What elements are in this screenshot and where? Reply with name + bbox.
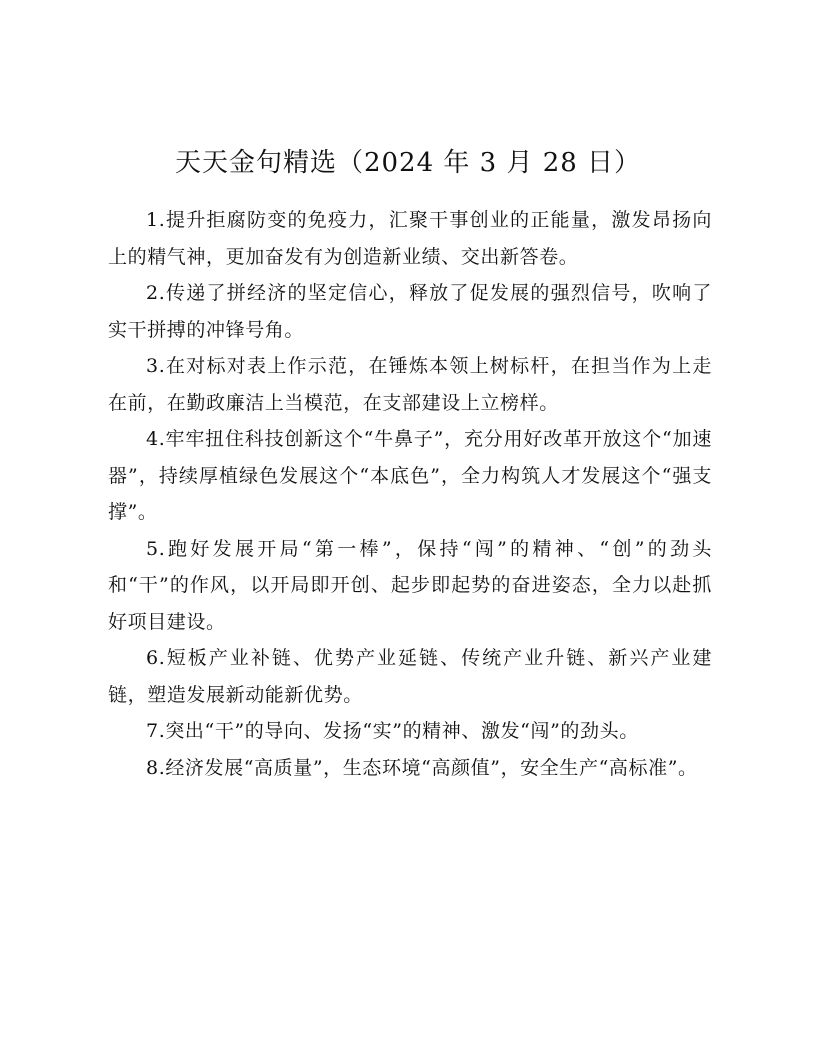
quote-paragraph-6: 6.短板产业补链、优势产业延链、传统产业升链、新兴产业建链，塑造发展新动能新优势。 <box>108 647 712 706</box>
document-title: 天天金句精选（2024 年 3 月 28 日） <box>174 148 642 178</box>
quote-paragraph-7: 7.突出“干”的导向、发扬“实”的精神、激发“闯”的劲头。 <box>146 720 639 742</box>
quote-paragraph-5: 5.跑好发展开局“第一棒”，保持“闯”的精神、“创”的劲头和“干”的作风，以开局即开创、起步即起势的奋进姿态，全力以赴抓好项目建设。 <box>108 537 712 633</box>
quote-paragraph-8: 8.经济发展“高质量”，生态环境“高颜值”，安全生产“高标准”。 <box>146 756 698 779</box>
quote-paragraph-1: 1.提升拒腐防变的免疫力，汇聚干事创业的正能量，激发昂扬向上的精气神，更加奋发有为创造新业绩、交出新答卷。 <box>108 209 712 268</box>
document-body <box>108 202 712 786</box>
quote-paragraph-2: 2.传递了拼经济的坚定信心，释放了促发展的强烈信号，吹响了实干拼搏的冲锋号角。 <box>108 282 712 341</box>
quote-paragraph-3: 3.在对标对表上作示范，在锤炼本领上树标杆，在担当作为上走在前，在勤政廉洁上当模范，在支部建设上立榜样。 <box>108 355 712 414</box>
quote-paragraph-4: 4.牢牢扭住科技创新这个“牛鼻子”，充分用好改革开放这个“加速器”，持续厚植绿色发展这个“本底色”，全力构筑人才发展这个“强支撑”。 <box>108 428 712 523</box>
